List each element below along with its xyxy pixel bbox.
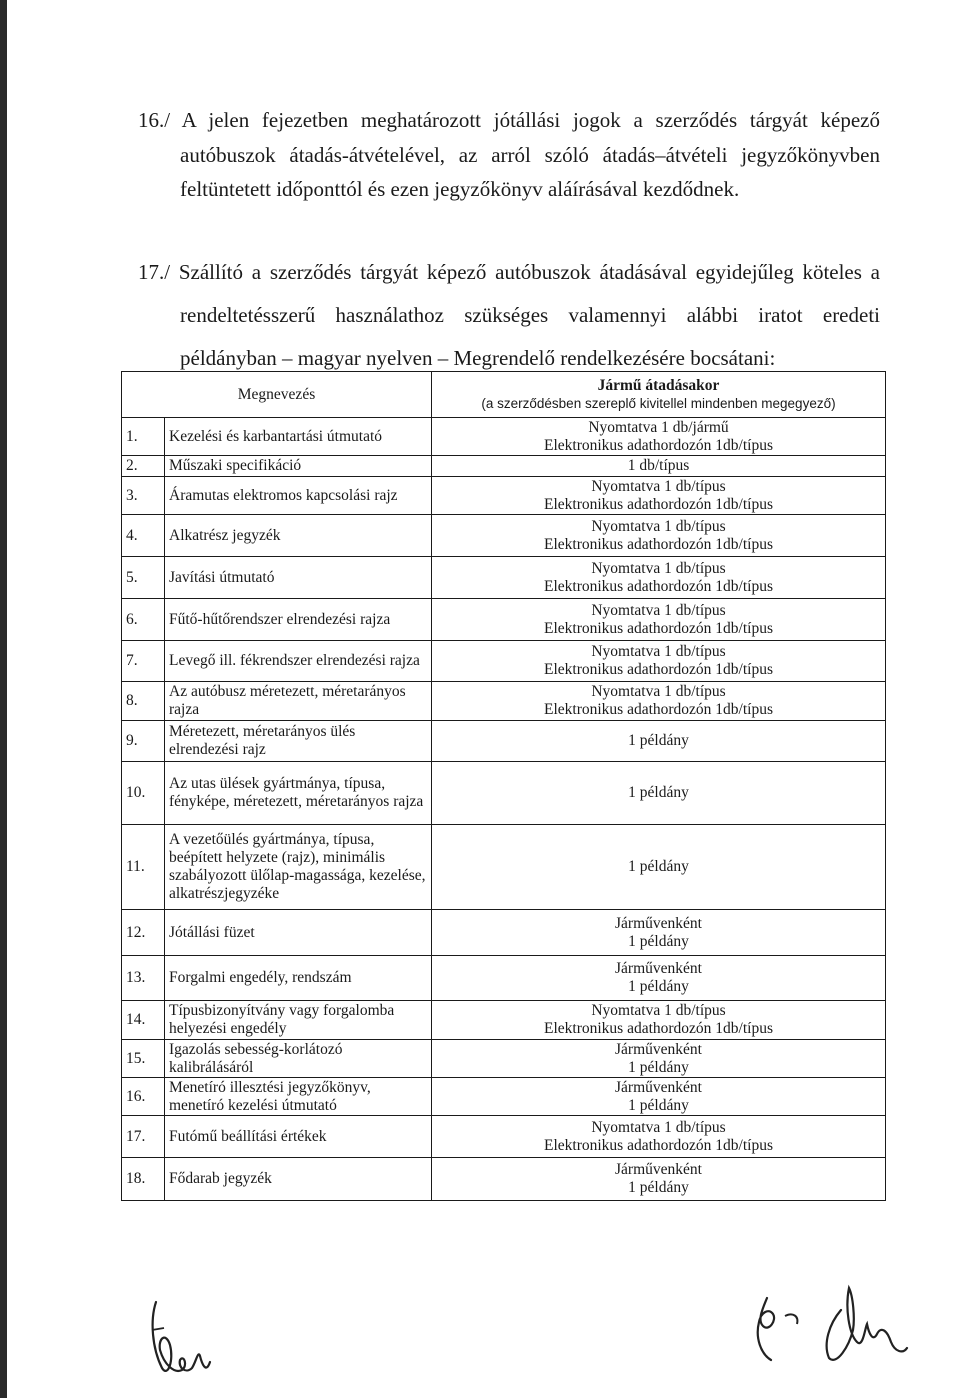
table-row [122,1040,886,1078]
header-delivery [432,372,886,418]
delivery-value-line: Elektronikus adathordozón 1db/típus [543,495,774,513]
delivery-value-line: Elektronikus adathordozón 1db/típus [543,1136,774,1154]
row-document-name: Az utas ülések gyártmánya, típusa, fényképe, méretezett, méretarányos rajza [165,762,432,825]
row-document-name: Futómű beállítási értékek [165,1116,432,1158]
row-number: 17. [122,1116,165,1158]
table-row [122,456,886,477]
row-document-name: Az autóbusz méretezett, méretarányos rajza [165,682,432,721]
delivery-value-line: Nyomtatva 1 db/típus [591,601,726,619]
table-row [122,910,886,956]
row-delivery-value [432,599,886,641]
row-document-name: Forgalmi engedély, rendszám [165,956,432,1001]
delivery-value-line: Elektronikus adathordozón 1db/típus [543,577,774,595]
header-name: Megnevezés [122,372,432,418]
signature-left [140,1290,220,1385]
table-row [122,825,886,910]
row-delivery-value [432,418,886,456]
row-number: 11. [122,825,165,910]
row-document-name: Menetíró illesztési jegyzőkönyv, menetíró kezelési útmutató [165,1078,432,1116]
row-delivery-value [432,456,886,477]
row-number: 8. [122,682,165,721]
row-delivery-value [432,721,886,762]
paragraph-line: példányban – magyar nyelven – Megrendelő rendelkezésére bocsátani: [180,346,776,370]
delivery-value-line: Nyomtatva 1 db/típus [591,683,726,700]
delivery-value-line: Elektronikus adathordozón 1db/típus [543,619,774,637]
row-delivery-value [432,956,886,1001]
row-number: 13. [122,956,165,1001]
delivery-value-line: Elektronikus adathordozón 1db/típus [543,1020,774,1037]
row-number: 5. [122,557,165,599]
row-delivery-value [432,1116,886,1158]
row-document-name: Kezelési és karbantartási útmutató [165,418,432,456]
delivery-value-line: Nyomtatva 1 db/típus [591,1118,726,1136]
table-row [122,418,886,456]
row-document-name: Levegő ill. fékrendszer elrendezési rajza [165,641,432,682]
delivery-value-line: 1 példány [628,1096,689,1114]
row-number: 3. [122,477,165,515]
delivery-value-line: 1 db/típus [627,457,690,474]
row-document-name: Típusbizonyítvány vagy forgalomba helyezési engedély [165,1001,432,1040]
row-document-name: Áramutas elektromos kapcsolási rajz [165,477,432,515]
header-delivery-title: Jármű átadásakor [597,376,720,394]
delivery-value-line: Járművenként [615,960,702,977]
row-document-name: Javítási útmutató [165,557,432,599]
delivery-value-line: 1 példány [628,1058,689,1076]
delivery-value-line: Járművenként [615,1161,702,1178]
table-row [122,599,886,641]
signature-right [745,1268,915,1378]
table-row [122,1001,886,1040]
row-delivery-value [432,1158,886,1201]
row-delivery-value [432,910,886,956]
table-header-row [122,372,886,418]
delivery-value-line: Elektronikus adathordozón 1db/típus [543,661,774,678]
table-row [122,682,886,721]
delivery-value-line: 1 példány [628,784,689,801]
row-number: 7. [122,641,165,682]
paragraph-number: 17./ [138,260,171,284]
table-row [122,1116,886,1158]
delivery-value-line: 1 példány [628,732,689,749]
delivery-value-line: Nyomtatva 1 db/típus [591,643,726,660]
row-document-name: A vezetőülés gyártmánya, típusa, beépített helyzete (rajz), minimális szabályozott ülőlap-magassága, kezelése, alkatrészjegyzéke [165,825,432,910]
paragraph-number: 16./ [138,108,171,132]
row-document-name: Igazolás sebesség-korlátozó kalibrálásáról [165,1040,432,1078]
delivery-value-line: Nyomtatva 1 db/típus [591,517,726,535]
table-row [122,515,886,557]
delivery-value-line: Nyomtatva 1 db/jármű [588,418,729,436]
row-number: 14. [122,1001,165,1040]
row-number: 2. [122,456,165,477]
delivery-value-line: Járművenként [615,1078,702,1096]
row-delivery-value [432,1078,886,1116]
table-row [122,557,886,599]
row-document-name: Alkatrész jegyzék [165,515,432,557]
row-number: 15. [122,1040,165,1078]
paragraph-line: Szállító a szerződés tárgyát képező autóbuszok átadásával egyidejűleg köteles a [178,260,881,284]
row-delivery-value [432,762,886,825]
delivery-value-line: 1 példány [628,858,689,875]
table-row [122,1158,886,1201]
paragraph-17 [138,251,880,380]
row-number: 10. [122,762,165,825]
row-number: 16. [122,1078,165,1116]
delivery-value-line: 1 példány [628,932,689,950]
table-row [122,1078,886,1116]
paragraph-line: autóbuszok átadás-átvételével, az arról szóló átadás–átvételi jegyzőkönyvben [180,142,880,167]
table-row [122,956,886,1001]
row-number: 6. [122,599,165,641]
paragraph-line: feltüntetett időponttól és ezen jegyzőkönyv aláírásával kezdődnek. [180,177,740,201]
table-body [122,418,886,1201]
delivery-value-line: Járművenként [615,1040,702,1058]
row-number: 1. [122,418,165,456]
delivery-value-line: Nyomtatva 1 db/típus [591,1002,726,1019]
row-delivery-value [432,515,886,557]
table-row [122,477,886,515]
row-number: 12. [122,910,165,956]
delivery-value-line: Elektronikus adathordozón 1db/típus [543,701,774,718]
row-delivery-value [432,641,886,682]
paragraph-line: A jelen fejezetben meghatározott jótállási jogok a szerződés tárgyát képező [181,108,880,132]
delivery-value-line: Nyomtatva 1 db/típus [591,477,726,495]
row-number: 9. [122,721,165,762]
row-document-name: Fődarab jegyzék [165,1158,432,1201]
row-delivery-value [432,825,886,910]
row-document-name: Jótállási füzet [165,910,432,956]
table-row [122,762,886,825]
delivery-value-line: Elektronikus adathordozón 1db/típus [543,436,774,454]
row-number: 4. [122,515,165,557]
table-row [122,641,886,682]
row-delivery-value [432,557,886,599]
row-delivery-value [432,1001,886,1040]
table-row [122,721,886,762]
paragraph-line: rendeltetésszerű használathoz szükséges valamennyi alábbi iratot eredeti [180,303,880,327]
delivery-value-line: Nyomtatva 1 db/típus [591,559,726,577]
row-document-name: Fűtő-hűtőrendszer elrendezési rajza [165,599,432,641]
row-number: 18. [122,1158,165,1201]
delivery-value-line: Elektronikus adathordozón 1db/típus [543,535,774,553]
delivery-value-line: Járművenként [615,914,702,932]
row-delivery-value [432,477,886,515]
row-delivery-value [432,1040,886,1078]
delivery-value-line: 1 példány [628,978,689,995]
header-delivery-subtitle: (a szerződésben szereplő kivitellel mindenben megegyező) [481,395,836,411]
row-document-name: Méretezett, méretarányos ülés elrendezési rajz [165,721,432,762]
row-delivery-value [432,682,886,721]
paragraph-16 [138,103,880,207]
documents-table [121,371,886,1201]
delivery-value-line: 1 példány [628,1179,689,1196]
row-document-name: Műszaki specifikáció [165,456,432,477]
scan-edge-mark [0,0,7,1398]
